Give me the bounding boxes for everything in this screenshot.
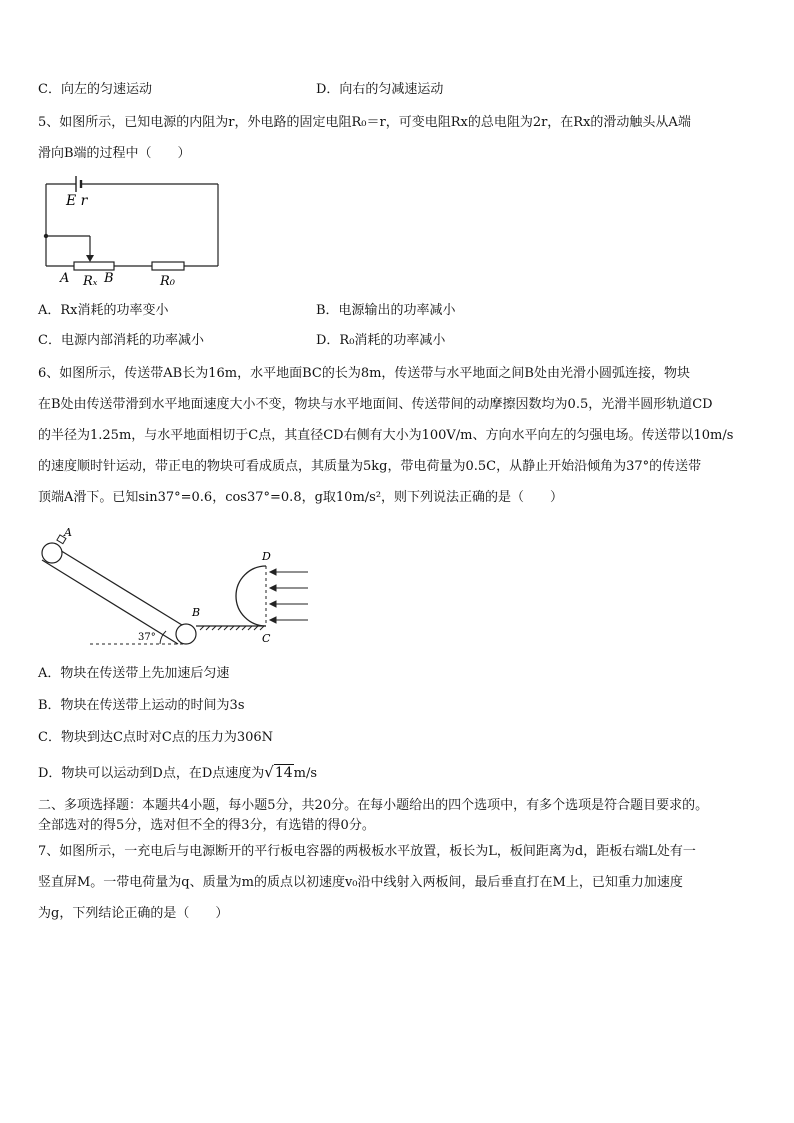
q5-option-a: A．Rx消耗的功率变小: [38, 303, 169, 318]
q6-option-d: [38, 762, 317, 784]
semicircle-track: [236, 566, 266, 626]
label-d: D: [262, 550, 271, 563]
q4-option-d: D．向右的匀减速运动: [316, 82, 444, 97]
q6-option-a: A．物块在传送带上先加速后匀速: [38, 666, 230, 681]
sqrt-radicand: 14: [274, 765, 293, 781]
label-r0: R₀: [160, 274, 175, 289]
q6-stem-line3: 的半径为1.25m，与水平地面相切于C点，其直径CD右侧有大小为100V/m、方向水平向左的匀强电场。传送带以10m/s: [38, 428, 734, 443]
q6-option-c: C．物块到达C点时对C点的压力为306N: [38, 730, 274, 745]
roller-bottom: [176, 624, 196, 644]
label-c: C: [262, 632, 271, 645]
label-b: B: [192, 606, 201, 619]
belt-bottom: [42, 560, 178, 644]
slider-arrow: [86, 255, 94, 262]
angle-label: 37°: [138, 632, 156, 643]
q5-option-b: B．电源输出的功率减小: [316, 303, 456, 318]
q7-stem-line2: 竖直屏M。一带电荷量为q、质量为m的质点以初速度v₀沿中线射入两板间，最后垂直打在M上，已知重力加速度: [38, 875, 683, 890]
belt-top: [50, 544, 182, 625]
section2-line2: 全部选对的得5分，选对但不全的得3分，有选错的得0分。: [38, 818, 375, 833]
q7-stem-line3: 为g，下列结论正确的是（ ）: [38, 906, 229, 921]
q6-stem-line5: 顶端A滑下。已知sin37°=0.6，cos37°=0.8，g取10m/s²，则下列说法正确的是（ ）: [38, 490, 564, 505]
label-a: A: [60, 271, 70, 286]
q6-option-d-unit: m/s: [293, 766, 318, 781]
source-label: E r: [66, 193, 88, 209]
r0-resistor: [152, 262, 184, 270]
q6-stem-line1: 6、如图所示，传送带AB长为16m，水平地面BC的长为8m，传送带与水平地面之间B处由光滑小圆弧连接，物块: [38, 366, 690, 381]
field-arrows: [270, 569, 308, 623]
q6-stem-line4: 的速度顺时针运动，带正电的物块可看成质点，其质量为5kg，带电荷量为0.5C，从静止开始沿倾角为37°的传送带: [38, 459, 702, 474]
q6-stem-line2: 在B处由传送带滑到水平地面速度大小不变，物块与水平地面间、传送带间的动摩擦因数均为0.5，光滑半圆形轨道CD: [38, 397, 713, 412]
label-a: A: [64, 526, 72, 539]
label-rx: Rₓ: [83, 274, 98, 289]
q7-stem-line1: 7、如图所示，一充电后与电源断开的平行板电容器的两极板水平放置，板长为L，板间距离为d，距板右端L处有一: [38, 844, 696, 859]
q5-option-c: C．电源内部消耗的功率减小: [38, 333, 204, 348]
q5-option-d: D．R₀消耗的功率减小: [316, 333, 446, 348]
q5-stem-line2: 滑向B端的过程中（ ）: [38, 146, 191, 161]
q5-circuit-figure: [38, 172, 228, 292]
label-b: B: [104, 271, 114, 286]
q5-stem-line1: 5、如图所示，已知电源的内阻为r，外电路的固定电阻R₀＝r，可变电阻Rx的总电阻为2r，在Rx的滑动触头从A端: [38, 115, 691, 130]
q6-conveyor-figure: [38, 522, 318, 654]
roller-top: [42, 543, 62, 563]
q6-option-b: B．物块在传送带上运动的时间为3s: [38, 698, 245, 713]
section2-line1: 二、多项选择题：本题共4小题，每小题5分，共20分。在每小题给出的四个选项中，有多个选项是符合题目要求的。: [38, 798, 709, 813]
rx-resistor: [74, 262, 114, 270]
q6-option-d-text: D．物块可以运动到D点，在D点速度为: [38, 766, 265, 781]
q4-option-c: C．向左的匀速运动: [38, 82, 152, 97]
sqrt-sign: √: [264, 763, 274, 781]
